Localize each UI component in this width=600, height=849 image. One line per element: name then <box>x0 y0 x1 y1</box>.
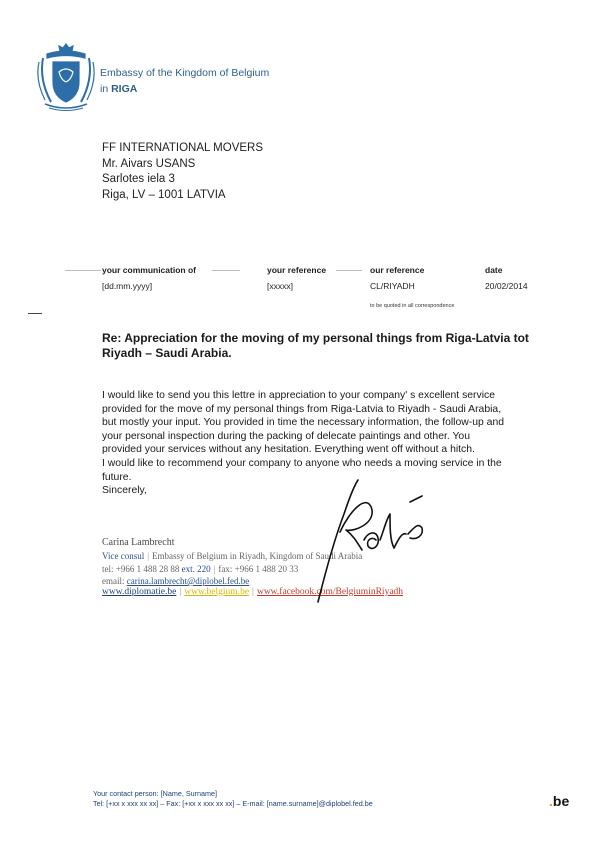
divider <box>65 270 101 271</box>
website-links: www.diplomatie.be | www.belgium.be | www.facebook.com/BelgiuminRiyadh <box>102 587 404 597</box>
ref-value-communication: [dd.mm.yyyy] <box>102 281 153 291</box>
signer-email-line: email: carina.lambrecht@diplobel.fed.be <box>102 576 250 586</box>
recipient-city: Riga, LV – 1001 LATVIA <box>102 188 226 201</box>
embassy-name: Embassy of the Kingdom of Belgium <box>100 67 270 79</box>
body-line: future. <box>102 471 132 483</box>
signer-fax: fax: +966 1 488 20 33 <box>218 564 299 574</box>
divider <box>212 270 240 271</box>
body-line: I would like to recommend your company to anyone who needs a moving service in the <box>102 457 502 469</box>
fold-mark <box>28 313 42 314</box>
recipient-company: FF INTERNATIONAL MOVERS <box>102 142 264 154</box>
letter-subject: Re: Appreciation for the moving of my personal things from Riga-Latvia tot Riyadh – Saudi Arabia. <box>102 331 529 360</box>
body-line: but mostly your input. You provided in time the necessary information, the follow-up and <box>102 417 504 429</box>
divider <box>336 270 362 271</box>
body-line: I would like to send you this lettre in appreciation to your company' s excellent service <box>102 390 495 401</box>
body-line: provided your services without any hesitation. Everything went off without a hitch. <box>102 444 475 456</box>
footer-details: Tel: [+xx x xxx xx xx] – Fax: [+xx x xxx xx xx] – E-mail: [name.surname]@diplobel.fed.be <box>93 799 373 808</box>
signer-ext: ext. 220 <box>181 564 211 574</box>
facebook-link[interactable]: www.facebook.com/BelgiuminRiyadh <box>256 587 404 597</box>
signer-phone-line: tel: +966 1 488 28 88 ext. 220 | fax: +966 1 488 20 33 <box>102 564 299 574</box>
embassy-location: in RIGA <box>100 83 138 95</box>
recipient-street: Sarlotes iela 3 <box>102 173 175 185</box>
ref-value-your-reference: [xxxxx] <box>267 281 293 291</box>
belgium-link[interactable]: www.belgium.be <box>184 587 250 597</box>
embassy-crest-logo <box>35 40 97 112</box>
handwritten-signature <box>310 470 450 610</box>
signer-email-link[interactable]: carina.lambrecht@diplobel.fed.be <box>126 576 250 586</box>
signer-org: Embassy of Belgium in Riyadh, Kingdom of Saudi Arabia <box>152 551 363 561</box>
ref-value-our-reference: CL/RIYADH <box>370 281 415 291</box>
diplomatie-link[interactable]: www.diplomatie.be <box>102 587 177 597</box>
signer-name: Carina Lambrecht <box>102 537 175 548</box>
footer-contact: Your contact person: [Name, Surname] <box>93 789 217 798</box>
ref-note: to be quoted in all correspondence <box>370 303 455 309</box>
signer-title-line: Vice consul | Embassy of Belgium in Riyadh, Kingdom of Saudi Arabia <box>102 551 363 561</box>
signer-title: Vice consul <box>102 551 145 561</box>
recipient-person: Mr. Aivars USANS <box>102 157 196 170</box>
closing: Sincerely, <box>102 485 147 497</box>
ref-header-your-reference: your reference <box>267 265 327 275</box>
ref-header-communication: your communication of <box>102 265 196 275</box>
recipient-address <box>102 141 263 203</box>
body-line: your personal inspection during the packing of delecate paintings and other. You <box>102 430 470 442</box>
be-logo: .be <box>549 793 570 809</box>
ref-header-our-reference: our reference <box>370 265 425 275</box>
ref-header-date: date <box>485 265 503 275</box>
body-line: provided for the move of my personal things from Riga-Latvia to Riyadh - Saudi Arabia, <box>102 403 502 415</box>
ref-value-date: 20/02/2014 <box>485 281 528 291</box>
